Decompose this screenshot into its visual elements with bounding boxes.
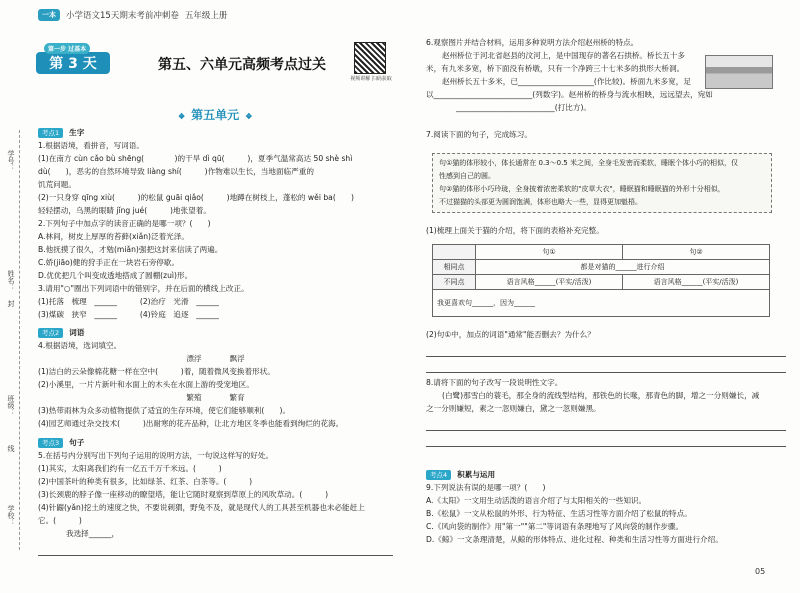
question-line: dù( )，恶劣的自然环境导致 liàng shí( )作物难以生长，当地面临严重的 — [38, 167, 314, 176]
question-line: 它。( ) — [38, 516, 82, 525]
day-label: 第 3 天 — [49, 56, 97, 72]
section-2 — [38, 326, 393, 430]
grade-label: 五年级上册 — [184, 11, 228, 21]
top-bar — [38, 9, 227, 21]
question-7-1 — [426, 224, 786, 237]
question-line: (2)中国茶叶的种类有很多，比如绿茶、红茶、白茶等。( ) — [38, 477, 253, 486]
question-line: (2)小溪里，一片片新叶和水面上的木头在水面上游的受宠地区。 — [38, 380, 254, 389]
qr-code-icon[interactable] — [354, 42, 386, 74]
question-line: (3)长颈鹿的脖子像一座移动的瞭望塔，能让它随时观察到草原上的风吹草动。( ) — [38, 490, 329, 499]
answer-prompt: 我选择______， — [66, 529, 120, 538]
page-header — [36, 46, 392, 82]
word-option: 飘浮 — [229, 354, 245, 363]
section-title: 词语 — [69, 328, 85, 337]
page-number: 05 — [755, 567, 766, 576]
question-8 — [426, 376, 786, 447]
passage-line: 性感到自己的圆。 — [439, 172, 495, 180]
section-badge: 考点4 — [426, 470, 451, 480]
question-line: (2)一只身穿 qīng xiù( )的松鼠 guāi qiǎo( )地蹲在树枝上，蓬松的 wěi ba( ) — [38, 193, 354, 202]
side-label-student-id: 学号： — [7, 150, 15, 171]
question-line: 5.在括号内分别写出下列句子运用的说明方法，一句说这样写的好处。 — [38, 451, 274, 460]
answer-line[interactable] — [426, 362, 786, 373]
option-line: B.他抚摸了很久，才勉(miǎn)强把这封来信读了两遍。 — [38, 245, 223, 254]
passage-line: 句②猫的体形小巧玲珑，全身披着浓密柔软的"皮草大衣"，睡眠猫和睡眠猫的外形十分相似， — [439, 185, 725, 193]
series-logo: 一本 — [38, 9, 60, 21]
table-row-label: 相同点 — [433, 260, 476, 275]
question-line: 6.观察图片并结合材料，运用多种说明方法介绍赵州桥的特点。 — [426, 38, 639, 47]
option-line: D.《鲸》一文条理清楚，从鲸的形体特点、进化过程、种类和生活习性等方面进行介绍。 — [426, 535, 723, 544]
table-header-cell — [433, 245, 476, 260]
series-title: 小学语文15天期末考前冲刺卷 — [66, 11, 179, 21]
question-7-2 — [426, 328, 786, 373]
day-tag: 第一步 过基本 — [44, 43, 90, 54]
answer-line[interactable] — [38, 545, 393, 556]
section-title: 积累与运用 — [457, 470, 496, 479]
side-label-line: 线 — [7, 445, 15, 452]
section-badge: 考点2 — [38, 328, 63, 338]
passage-line: 之一分则嫌短，素之一忽则嫌白，黛之一忽则嫌黑。 — [426, 404, 601, 413]
word-option: 繁殖 — [186, 393, 202, 402]
question-line: (1)其实，太阳离我们约有一亿五千万千米远。( ) — [38, 464, 222, 473]
word-option: 繁育 — [229, 393, 245, 402]
material-line: 赵州桥位于河北省赵县的汶河上，是中国现存的著名石拱桥。桥长五十多 — [442, 51, 685, 60]
page-title: 第五、六单元高频考点过关 — [158, 57, 326, 73]
table-cell[interactable]: 语言风格______(平实/活泼) — [623, 275, 770, 290]
binding-line — [19, 130, 20, 550]
section-badge: 考点1 — [38, 128, 63, 138]
side-label-school: 学校： — [7, 505, 15, 526]
question-line: (3)煤碳 狭窄 ______ (4)铃庭 追逐 ______ — [38, 310, 219, 319]
table-cell[interactable]: 语言风格______(平实/活泼) — [476, 275, 623, 290]
question-line: 2.下列句子中加点字的读音正确的是哪一项？( ) — [38, 219, 211, 228]
passage-line: (白鹭)那雪白的蓑毛，那全身的流线型结构，那铁色的长喙，那青色的脚，增之一分则嫌长，减 — [442, 391, 760, 400]
section-title: 生字 — [69, 128, 85, 137]
reading-passage-box — [432, 153, 772, 213]
question-line: (1)托落 梳理 ______ (2)治疗 光滑 ______ — [38, 297, 219, 306]
question-line: 4.根据语境，选词填空。 — [38, 341, 122, 350]
word-option: 漂浮 — [186, 354, 202, 363]
option-line: C.《风向袋的制作》用"第一""第二"等词语有条理地写了风向袋的制作步骤。 — [426, 522, 684, 531]
section-4 — [426, 468, 786, 546]
answer-line[interactable] — [426, 346, 786, 357]
option-line: C.娇(jiāo)健的狩手正在一块岩石旁停歇。 — [38, 258, 180, 267]
question-line: 轻轻摆动，乌黑的眼睛 jǐng jué( )地张望着。 — [38, 206, 211, 215]
question-line: 8.请将下面的句子改写一段说明性文字。 — [426, 378, 563, 387]
option-line: A.《太阳》一文用生动活泼的语言介绍了与太阳相关的一些知识。 — [426, 496, 647, 505]
material-line: 米，有九米多宽，桥下面没有桥墩，只有一个净跨三十七米多的拱形大桥洞。 — [426, 64, 685, 73]
option-line: D.优优把几个叫变成透地搭成了圆棚(zuì)形。 — [38, 271, 193, 280]
question-line: 9.下列说法有误的是哪一项？( ) — [426, 483, 546, 492]
section-3 — [38, 436, 393, 556]
question-line: (3)热带雨林为众多动植物提供了适宜的生存环境，使它们能够顺利( )。 — [38, 406, 291, 415]
answer-line[interactable] — [426, 420, 786, 431]
question-line: 7.阅读下面的句子，完成练习。 — [426, 130, 532, 139]
option-line: B.《松鼠》一文从松鼠的外形、行为特征、生活习性等方面介绍了松鼠的特点。 — [426, 509, 692, 518]
question-line: (1)洁白的云朵像棉花糖一样在空中( )着，随着微风变换着形状。 — [38, 367, 275, 376]
table-cell[interactable]: 都是对猫的______进行介绍 — [476, 260, 770, 275]
question-7 — [426, 128, 786, 141]
question-line: (4)针鼹(yǎn)挖土的速度之快，不要说刺猬，野兔不及，就是现代人的工具甚至机器也未必能赶上 — [38, 503, 365, 512]
section-title: 句子 — [69, 438, 85, 447]
answer-line[interactable] — [426, 436, 786, 447]
comparison-table — [432, 244, 770, 317]
side-label-name: 姓名： — [7, 270, 15, 291]
table-cell[interactable]: 我更喜欢句______，因为______ — [433, 290, 770, 317]
fill-line[interactable]: __________________________(打比方)。 — [456, 103, 592, 112]
section-1 — [38, 126, 393, 321]
table-row-label: 不同点 — [433, 275, 476, 290]
day-badge — [36, 46, 110, 74]
bridge-photo — [705, 55, 773, 89]
section-badge: 考点3 — [38, 438, 63, 448]
question-line: 3.请用"○"圈出下列词语中的错别字，并在后面的横线上改正。 — [38, 284, 249, 293]
fill-line[interactable]: 以__________________________(列数字)。赵州桥的桥身与流水相映，远远望去，宛如 — [426, 90, 713, 99]
fill-line[interactable]: 赵州桥长五十多米，已____________________(作比较)。桥面九米多宽，足 — [442, 77, 691, 86]
side-label-class: 班级： — [7, 395, 15, 416]
question-line: 饥荒问题。 — [38, 180, 76, 189]
table-header-cell: 句① — [476, 245, 623, 260]
option-line: A.林间，树皮上厚厚的苔藓(xiǎn)泛着光泽。 — [38, 232, 189, 241]
table-header-cell: 句② — [623, 245, 770, 260]
question-line: (1)在南方 cùn cǎo bù shēng( )的干旱 dì qū( )，夏季气温常高达 50 shè shì — [38, 154, 353, 163]
qr-caption: 视频讲解 扫码获取 — [350, 76, 392, 82]
question-line: (1)梳理上面关于猫的介绍，将下面的表格补充完整。 — [426, 226, 604, 235]
question-line: (4)园艺师通过杂交技术( )出耐寒的花卉品种，让北方地区冬季也能看到绚烂的花海。 — [38, 419, 344, 428]
question-line: 1.根据语境，看拼音，写词语。 — [38, 141, 144, 150]
side-label-seal: 封 — [7, 300, 15, 307]
question-line: (2)句①中，加点的词语"通常"能否删去？为什么？ — [426, 330, 595, 339]
passage-line: 不过猫猫的头部更为圆润饱满，体形也略大一些，显得更加魁梧。 — [439, 198, 642, 206]
unit-heading: ❖ 第五单元 ❖ — [172, 106, 258, 123]
passage-line: 句①猫的体形较小，体长通常在 0.3～0.5 米之间，全身毛发密而柔软，睡眠个体小巧的相似，仅 — [439, 159, 738, 167]
